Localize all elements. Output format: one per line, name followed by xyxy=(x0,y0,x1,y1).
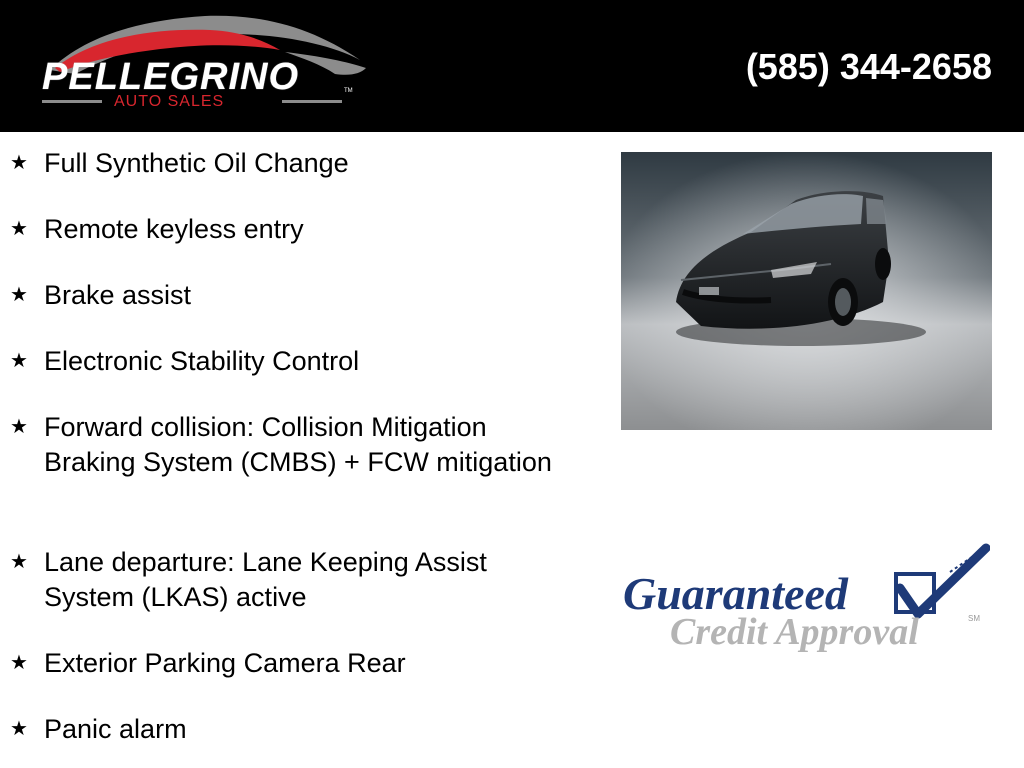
car-image xyxy=(621,152,992,430)
service-mark: SM xyxy=(968,614,980,623)
feature-text: Full Synthetic Oil Change xyxy=(44,148,349,178)
guaranteed-credit-approval-badge[interactable] xyxy=(620,540,995,670)
star-icon: ★ xyxy=(10,152,28,174)
dealer-logo[interactable] xyxy=(30,8,375,120)
star-icon: ★ xyxy=(10,718,28,740)
feature-text: Panic alarm xyxy=(44,714,187,744)
feature-text: Electronic Stability Control xyxy=(44,346,360,376)
feature-item xyxy=(10,278,570,313)
feature-text: Lane departure: Lane Keeping Assist System (LKAS) active xyxy=(44,547,487,612)
feature-text: Forward collision: Collision Mitigation Braking System (CMBS) + FCW mitigation xyxy=(44,412,552,477)
guaranteed-text: Guaranteed xyxy=(623,568,848,619)
vehicle-photo[interactable] xyxy=(621,152,992,430)
star-icon: ★ xyxy=(10,551,28,573)
star-icon: ★ xyxy=(10,350,28,372)
logo-wordmark: PELLEGRINO xyxy=(42,56,300,98)
star-icon: ★ xyxy=(10,416,28,438)
logo-trademark: TM xyxy=(344,88,353,94)
feature-item xyxy=(10,712,570,747)
feature-item xyxy=(10,410,570,479)
feature-item xyxy=(10,344,570,379)
feature-text: Brake assist xyxy=(44,280,192,310)
feature-item xyxy=(10,212,570,247)
logo-subtitle: AUTO SALES xyxy=(114,93,225,110)
credit-approval-text: Credit Approval xyxy=(670,611,919,653)
phone-number[interactable]: (585) 344-2658 xyxy=(745,46,992,87)
star-icon: ★ xyxy=(10,218,28,240)
feature-item xyxy=(10,545,570,614)
feature-item xyxy=(10,146,570,181)
feature-text: Remote keyless entry xyxy=(44,214,304,244)
feature-item xyxy=(10,646,570,681)
header-bar xyxy=(0,0,1024,132)
feature-text: Exterior Parking Camera Rear xyxy=(44,648,406,678)
star-icon: ★ xyxy=(10,284,28,306)
star-icon: ★ xyxy=(10,652,28,674)
